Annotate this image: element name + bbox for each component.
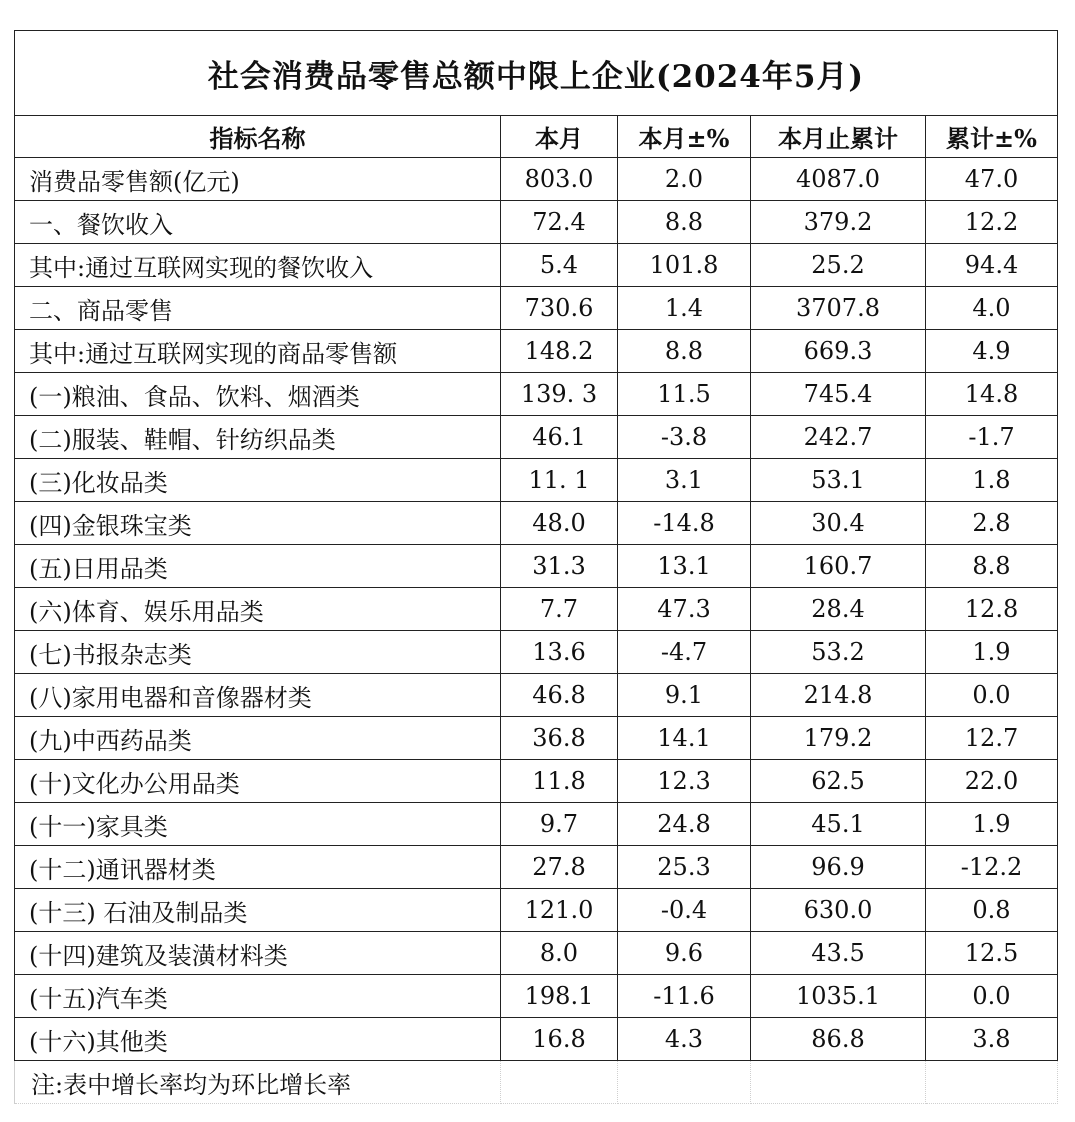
cell-cumulative-pct: 1.9: [926, 803, 1058, 846]
cell-cumulative-pct: 4.9: [926, 330, 1058, 373]
cell-month: 9.7: [501, 803, 618, 846]
cell-indicator-name: (十六)其他类: [15, 1018, 501, 1061]
cell-cumulative-pct: 12.2: [926, 201, 1058, 244]
cell-indicator-name: 一、餐饮收入: [15, 201, 501, 244]
cell-month: 48.0: [501, 502, 618, 545]
cell-month-pct: 2.0: [618, 158, 751, 201]
table-row: [15, 502, 1058, 545]
cell-month: 16.8: [501, 1018, 618, 1061]
cell-indicator-name: (十四)建筑及装潢材料类: [15, 932, 501, 975]
table-row: [15, 889, 1058, 932]
table-note: 注:表中增长率均为环比增长率: [15, 1061, 501, 1104]
header-row: [15, 116, 1058, 158]
cell-cumulative-pct: 47.0: [926, 158, 1058, 201]
cell-month: 7.7: [501, 588, 618, 631]
cell-month-pct: 3.1: [618, 459, 751, 502]
cell-month: 11. 1: [501, 459, 618, 502]
cell-cumulative-pct: 1.8: [926, 459, 1058, 502]
cell-cumulative-pct: 2.8: [926, 502, 1058, 545]
cell-indicator-name: (十一)家具类: [15, 803, 501, 846]
cell-cumulative-pct: 8.8: [926, 545, 1058, 588]
cell-indicator-name: (十二)通讯器材类: [15, 846, 501, 889]
cell-month-pct: 13.1: [618, 545, 751, 588]
cell-cumulative: 630.0: [751, 889, 926, 932]
cell-cumulative: 3707.8: [751, 287, 926, 330]
cell-month-pct: 8.8: [618, 201, 751, 244]
empty-cell: [751, 1061, 926, 1104]
cell-indicator-name: (十三) 石油及制品类: [15, 889, 501, 932]
cell-cumulative: 53.1: [751, 459, 926, 502]
cell-cumulative-pct: -1.7: [926, 416, 1058, 459]
cell-cumulative-pct: 12.7: [926, 717, 1058, 760]
cell-month-pct: -3.8: [618, 416, 751, 459]
cell-cumulative: 745.4: [751, 373, 926, 416]
cell-cumulative-pct: 4.0: [926, 287, 1058, 330]
table-row: [15, 717, 1058, 760]
cell-indicator-name: (十五)汽车类: [15, 975, 501, 1018]
cell-cumulative: 242.7: [751, 416, 926, 459]
cell-cumulative: 45.1: [751, 803, 926, 846]
cell-month-pct: 8.8: [618, 330, 751, 373]
cell-cumulative-pct: 14.8: [926, 373, 1058, 416]
cell-month-pct: 11.5: [618, 373, 751, 416]
cell-month-pct: -14.8: [618, 502, 751, 545]
cell-cumulative: 43.5: [751, 932, 926, 975]
cell-indicator-name: (三)化妆品类: [15, 459, 501, 502]
cell-cumulative: 669.3: [751, 330, 926, 373]
cell-month: 121.0: [501, 889, 618, 932]
table-row: [15, 244, 1058, 287]
cell-indicator-name: (二)服装、鞋帽、针纺织品类: [15, 416, 501, 459]
cell-month-pct: 24.8: [618, 803, 751, 846]
cell-month-pct: -11.6: [618, 975, 751, 1018]
table-title: 社会消费品零售总额中限上企业(2024年5月): [15, 31, 1058, 116]
cell-month: 5.4: [501, 244, 618, 287]
cell-cumulative-pct: 94.4: [926, 244, 1058, 287]
cell-cumulative: 96.9: [751, 846, 926, 889]
header-cumulative: 本月止累计: [751, 116, 926, 158]
cell-indicator-name: (九)中西药品类: [15, 717, 501, 760]
cell-cumulative: 62.5: [751, 760, 926, 803]
table-row: [15, 760, 1058, 803]
cell-month: 139. 3: [501, 373, 618, 416]
cell-month-pct: 9.6: [618, 932, 751, 975]
cell-cumulative: 30.4: [751, 502, 926, 545]
cell-month-pct: 25.3: [618, 846, 751, 889]
cell-cumulative: 1035.1: [751, 975, 926, 1018]
cell-month: 8.0: [501, 932, 618, 975]
table-row: [15, 416, 1058, 459]
table-row: [15, 803, 1058, 846]
table-row: [15, 674, 1058, 717]
header-cumulative-pct: 累计±%: [926, 116, 1058, 158]
table-row: [15, 545, 1058, 588]
cell-month: 27.8: [501, 846, 618, 889]
header-indicator-name: 指标名称: [15, 116, 501, 158]
table-row: [15, 459, 1058, 502]
table-row: [15, 287, 1058, 330]
cell-month: 198.1: [501, 975, 618, 1018]
cell-month: 72.4: [501, 201, 618, 244]
header-month-pct: 本月±%: [618, 116, 751, 158]
table-row: [15, 1018, 1058, 1061]
cell-month: 11.8: [501, 760, 618, 803]
cell-month-pct: 4.3: [618, 1018, 751, 1061]
cell-indicator-name: (八)家用电器和音像器材类: [15, 674, 501, 717]
cell-month: 13.6: [501, 631, 618, 674]
cell-month-pct: -0.4: [618, 889, 751, 932]
cell-cumulative-pct: 22.0: [926, 760, 1058, 803]
header-month: 本月: [501, 116, 618, 158]
cell-indicator-name: (七)书报杂志类: [15, 631, 501, 674]
cell-month: 148.2: [501, 330, 618, 373]
cell-indicator-name: 二、商品零售: [15, 287, 501, 330]
cell-indicator-name: 其中:通过互联网实现的商品零售额: [15, 330, 501, 373]
table-row: [15, 330, 1058, 373]
cell-month: 46.1: [501, 416, 618, 459]
cell-month: 46.8: [501, 674, 618, 717]
cell-cumulative: 4087.0: [751, 158, 926, 201]
cell-cumulative-pct: -12.2: [926, 846, 1058, 889]
cell-cumulative: 160.7: [751, 545, 926, 588]
cell-cumulative-pct: 0.0: [926, 975, 1058, 1018]
table-row: [15, 588, 1058, 631]
cell-cumulative: 25.2: [751, 244, 926, 287]
cell-month: 36.8: [501, 717, 618, 760]
cell-cumulative: 53.2: [751, 631, 926, 674]
cell-cumulative-pct: 0.0: [926, 674, 1058, 717]
cell-indicator-name: (六)体育、娱乐用品类: [15, 588, 501, 631]
cell-cumulative: 214.8: [751, 674, 926, 717]
retail-sales-table: [14, 30, 1058, 1104]
spreadsheet-area: [14, 30, 1057, 1104]
cell-indicator-name: 其中:通过互联网实现的餐饮收入: [15, 244, 501, 287]
cell-indicator-name: (五)日用品类: [15, 545, 501, 588]
cell-indicator-name: (十)文化办公用品类: [15, 760, 501, 803]
table-row: [15, 373, 1058, 416]
table-row: [15, 158, 1058, 201]
empty-cell: [926, 1061, 1058, 1104]
table-row: [15, 846, 1058, 889]
cell-month-pct: 47.3: [618, 588, 751, 631]
cell-indicator-name: 消费品零售额(亿元): [15, 158, 501, 201]
empty-cell: [501, 1061, 618, 1104]
cell-cumulative-pct: 12.8: [926, 588, 1058, 631]
cell-cumulative: 379.2: [751, 201, 926, 244]
cell-month-pct: 1.4: [618, 287, 751, 330]
cell-month-pct: 14.1: [618, 717, 751, 760]
cell-month: 803.0: [501, 158, 618, 201]
cell-cumulative: 179.2: [751, 717, 926, 760]
cell-indicator-name: (一)粮油、食品、饮料、烟酒类: [15, 373, 501, 416]
cell-month-pct: -4.7: [618, 631, 751, 674]
cell-cumulative-pct: 3.8: [926, 1018, 1058, 1061]
cell-month: 730.6: [501, 287, 618, 330]
cell-cumulative-pct: 1.9: [926, 631, 1058, 674]
cell-cumulative: 86.8: [751, 1018, 926, 1061]
table-row: [15, 932, 1058, 975]
empty-cell: [618, 1061, 751, 1104]
cell-cumulative-pct: 12.5: [926, 932, 1058, 975]
cell-indicator-name: (四)金银珠宝类: [15, 502, 501, 545]
note-row: [15, 1061, 1058, 1104]
cell-month-pct: 101.8: [618, 244, 751, 287]
cell-month: 31.3: [501, 545, 618, 588]
cell-month-pct: 12.3: [618, 760, 751, 803]
cell-month-pct: 9.1: [618, 674, 751, 717]
table-row: [15, 975, 1058, 1018]
table-row: [15, 631, 1058, 674]
cell-cumulative-pct: 0.8: [926, 889, 1058, 932]
table-row: [15, 201, 1058, 244]
cell-cumulative: 28.4: [751, 588, 926, 631]
